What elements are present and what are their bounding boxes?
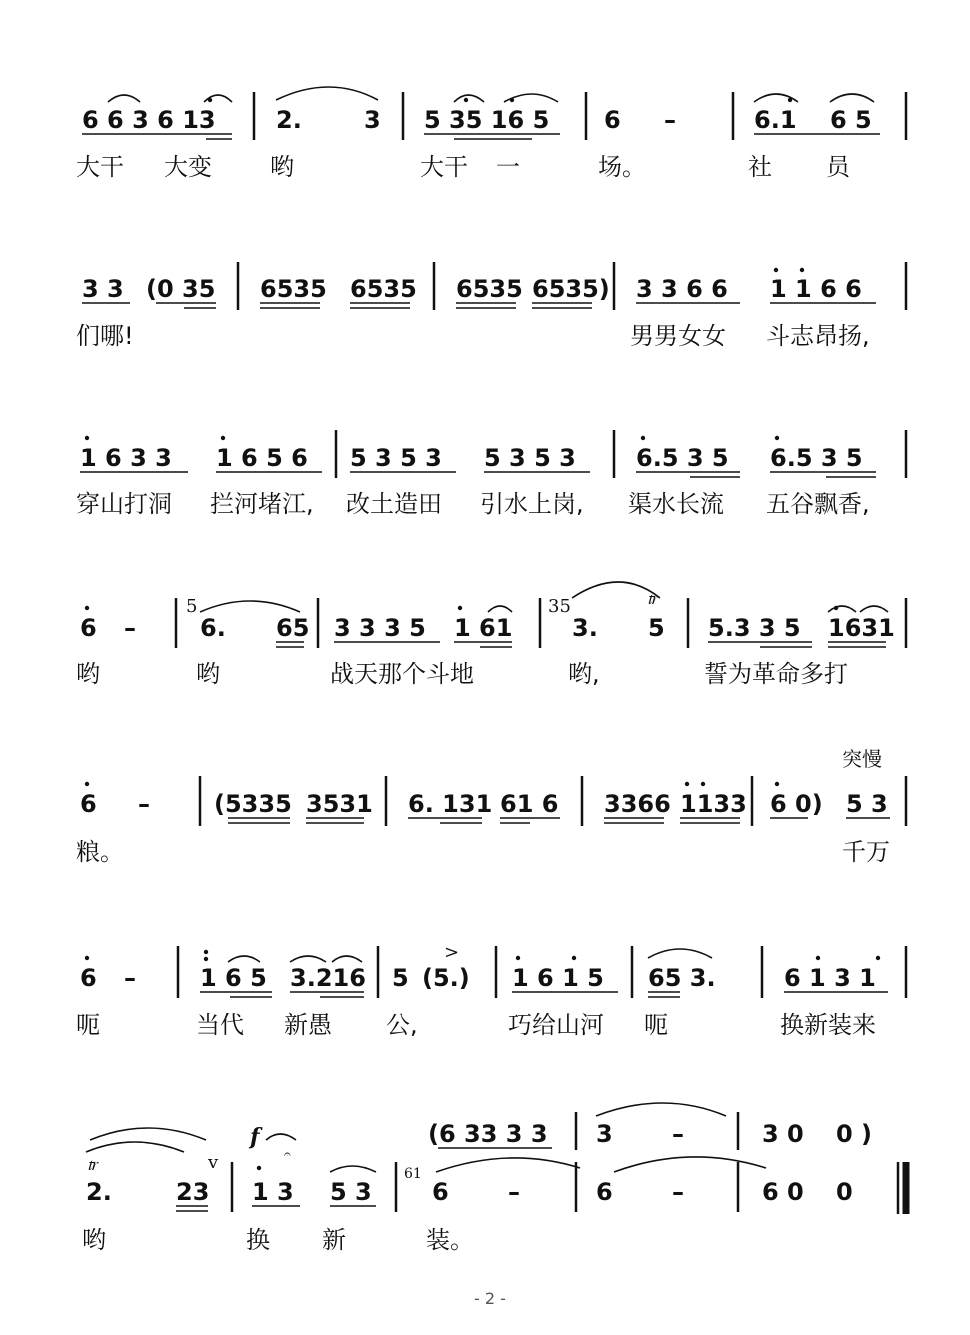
note-group: 1631 (828, 614, 895, 642)
note-group: 6.5 3 5 (770, 444, 863, 472)
note-group: – (664, 106, 676, 134)
note-group: 1 6 5 (200, 964, 267, 992)
note-group: 3531 (306, 790, 373, 818)
note-group: 65 3. (648, 964, 716, 992)
octave-dot (701, 782, 705, 786)
lyric-text: 粮。 (76, 838, 124, 866)
fermata-mark: 𝄐 (284, 1147, 291, 1161)
note-group: 2. (86, 1178, 112, 1206)
slur (228, 956, 260, 962)
note-group: 5 3 5 3 (350, 444, 442, 472)
note-group: 0 ) (836, 1120, 873, 1148)
lyric-text: 哟 (76, 660, 100, 688)
lyric-text: 千万 (842, 838, 890, 866)
note-group: 23 (176, 1178, 210, 1206)
note-group: (5.) (422, 964, 470, 992)
note-group: 5 3 (846, 790, 888, 818)
trill-mark: 𝆖 (648, 588, 659, 609)
grace-note: 61 (404, 1166, 422, 1182)
octave-dot (800, 268, 804, 272)
slur (200, 601, 300, 612)
octave-dot (204, 957, 208, 961)
slur (648, 949, 712, 958)
note-group: 5.3 3 5 (708, 614, 801, 642)
slur (86, 1142, 184, 1152)
lyric-text: 呃 (644, 1011, 668, 1039)
octave-dot (876, 956, 880, 960)
note-group: 6535 (456, 275, 523, 303)
slur (830, 94, 874, 102)
lyric-text: 员 (826, 153, 850, 181)
note-group: 6 (80, 790, 97, 818)
octave-dot (204, 950, 208, 954)
note-group: 5 3 (330, 1178, 372, 1206)
slur (614, 1157, 766, 1172)
note-group: 1 6 3 3 (80, 444, 172, 472)
breath-mark: v (208, 1152, 219, 1173)
note-group: – (672, 1120, 684, 1148)
note-group: – (138, 790, 150, 818)
octave-dot (85, 782, 89, 786)
note-group: 6 1 3 1 (784, 964, 876, 992)
slur (276, 87, 378, 100)
score-line-4 (76, 582, 906, 688)
octave-dot (641, 436, 645, 440)
grace-note: 35 (548, 596, 571, 617)
octave-dot (775, 782, 779, 786)
slur (454, 95, 484, 102)
score-line-1 (76, 87, 906, 181)
lyric-text: 巧给山河 (508, 1011, 604, 1039)
octave-dot (85, 956, 89, 960)
note-group: 3366 (604, 790, 671, 818)
octave-dot (464, 98, 468, 102)
note-group: 6 5 (830, 106, 872, 134)
note-group: 0 (836, 1178, 853, 1206)
slur (828, 606, 856, 612)
note-group: (0 35 (146, 275, 216, 303)
note-group: 5 35 16 5 (424, 106, 550, 134)
dynamic-marking: f (250, 1124, 260, 1150)
note-group: – (124, 614, 136, 642)
lyric-text: 战天那个斗地 (330, 660, 474, 688)
octave-dot (788, 98, 792, 102)
note-group: 61 6 (500, 790, 559, 818)
lyric-text: 换 (246, 1226, 270, 1254)
grace-note: 5 (186, 596, 198, 617)
note-group: 6 (604, 106, 621, 134)
lyric-text: 大变 (164, 153, 212, 181)
lyric-text: 一 (496, 153, 520, 181)
note-group: 1 6 1 5 (512, 964, 604, 992)
note-group: 6 0 (762, 1178, 804, 1206)
note-group: 3 3 (82, 275, 124, 303)
slur (572, 582, 660, 598)
slur (266, 1134, 296, 1140)
octave-dot (221, 436, 225, 440)
note-group: 3 (596, 1120, 613, 1148)
slur (332, 956, 362, 962)
lyric-text: 大干 (420, 153, 468, 181)
lyric-text: 们哪! (76, 322, 134, 350)
octave-dot (685, 782, 689, 786)
note-group: 3 3 6 6 (636, 275, 728, 303)
score-line-3 (76, 430, 906, 518)
lyric-text: 五谷飘香, (766, 490, 870, 518)
note-group: 6535) (532, 275, 610, 303)
note-group: 6535 (260, 275, 327, 303)
note-group: 3 3 3 5 (334, 614, 426, 642)
slur (596, 1103, 726, 1116)
score-line-2 (76, 262, 906, 350)
score-line-5 (76, 747, 906, 866)
octave-dot (775, 436, 779, 440)
note-group: 6 (80, 614, 97, 642)
slur (330, 1166, 376, 1172)
lyric-text: 哟 (270, 153, 294, 181)
octave-dot (458, 606, 462, 610)
accent-mark: > (444, 942, 460, 963)
lyric-text: 斗志昂扬, (766, 322, 870, 350)
lyric-text: 新愚 (284, 1011, 332, 1039)
lyric-text: 哟, (568, 660, 600, 688)
note-group: 6. 131 (408, 790, 493, 818)
note-group: 6 0) (770, 790, 823, 818)
note-group: 6. (200, 614, 226, 642)
lyric-text: 换新装来 (780, 1011, 876, 1039)
note-group: 5 3 5 3 (484, 444, 576, 472)
note-group: – (124, 964, 136, 992)
lyric-text: 新 (322, 1226, 346, 1254)
lyric-text: 誓为革命多打 (704, 660, 848, 688)
note-group: 65 (276, 614, 310, 642)
octave-dot (85, 606, 89, 610)
lyric-text: 男男女女 (630, 322, 726, 350)
note-group: 1 61 (454, 614, 513, 642)
octave-dot (774, 268, 778, 272)
note-group: 6 (432, 1178, 449, 1206)
octave-dot (816, 956, 820, 960)
score-line-7 (82, 1103, 906, 1254)
lyric-text: 哟 (196, 660, 220, 688)
octave-dot (85, 436, 89, 440)
note-group: 6 (596, 1178, 613, 1206)
note-group: 2. (276, 106, 302, 134)
page-number: - 2 - (474, 1289, 506, 1308)
slur (108, 95, 140, 102)
note-group: 6 (80, 964, 97, 992)
note-group: 3 (364, 106, 381, 134)
slur (90, 1128, 206, 1140)
lyric-text: 引水上岗, (480, 490, 584, 518)
slur (488, 606, 512, 612)
lyric-text: 渠水长流 (628, 490, 724, 518)
note-group: 3 0 (762, 1120, 804, 1148)
note-group: 6.5 3 5 (636, 444, 729, 472)
slur (290, 956, 326, 962)
note-group: 1 6 5 6 (216, 444, 308, 472)
note-group: 1133 (680, 790, 747, 818)
lyric-text: 哟 (82, 1226, 106, 1254)
score-line-6 (76, 942, 906, 1039)
lyric-text: 穿山打洞 (76, 490, 172, 518)
note-group: 3.216 (290, 964, 366, 992)
lyric-text: 大干 (76, 153, 124, 181)
octave-dot (834, 606, 838, 610)
octave-dot (510, 98, 514, 102)
lyric-text: 拦河堵江, (210, 490, 314, 518)
lyric-text: 社 (748, 153, 772, 181)
lyric-text: 呃 (76, 1011, 100, 1039)
note-group: 5 (648, 614, 665, 642)
slur (436, 1158, 580, 1172)
tempo-marking: 突慢 (842, 747, 882, 771)
note-group: 6535 (350, 275, 417, 303)
note-group: – (508, 1178, 520, 1206)
trill-mark: 𝆖 (88, 1154, 99, 1175)
octave-dot (516, 956, 520, 960)
lyric-text: 公, (386, 1011, 418, 1039)
lyric-text: 场。 (598, 153, 646, 181)
note-group: 3. (572, 614, 598, 642)
octave-dot (572, 956, 576, 960)
octave-dot (257, 1166, 261, 1170)
note-group: 1 1 6 6 (770, 275, 862, 303)
note-group: – (672, 1178, 684, 1206)
lyric-text: 装。 (426, 1226, 474, 1254)
lyric-text: 当代 (196, 1011, 244, 1039)
note-group: (6 33 3 3 (428, 1120, 548, 1148)
note-group: 5 (392, 964, 409, 992)
note-group: 6.1 (754, 106, 797, 134)
note-group: (5335 (214, 790, 292, 818)
lyric-text: 改土造田 (346, 490, 442, 518)
note-group: 6 6 3 6 13 (82, 106, 216, 134)
note-group: 1 3 (252, 1178, 294, 1206)
octave-dot (208, 98, 212, 102)
slur (860, 606, 888, 612)
